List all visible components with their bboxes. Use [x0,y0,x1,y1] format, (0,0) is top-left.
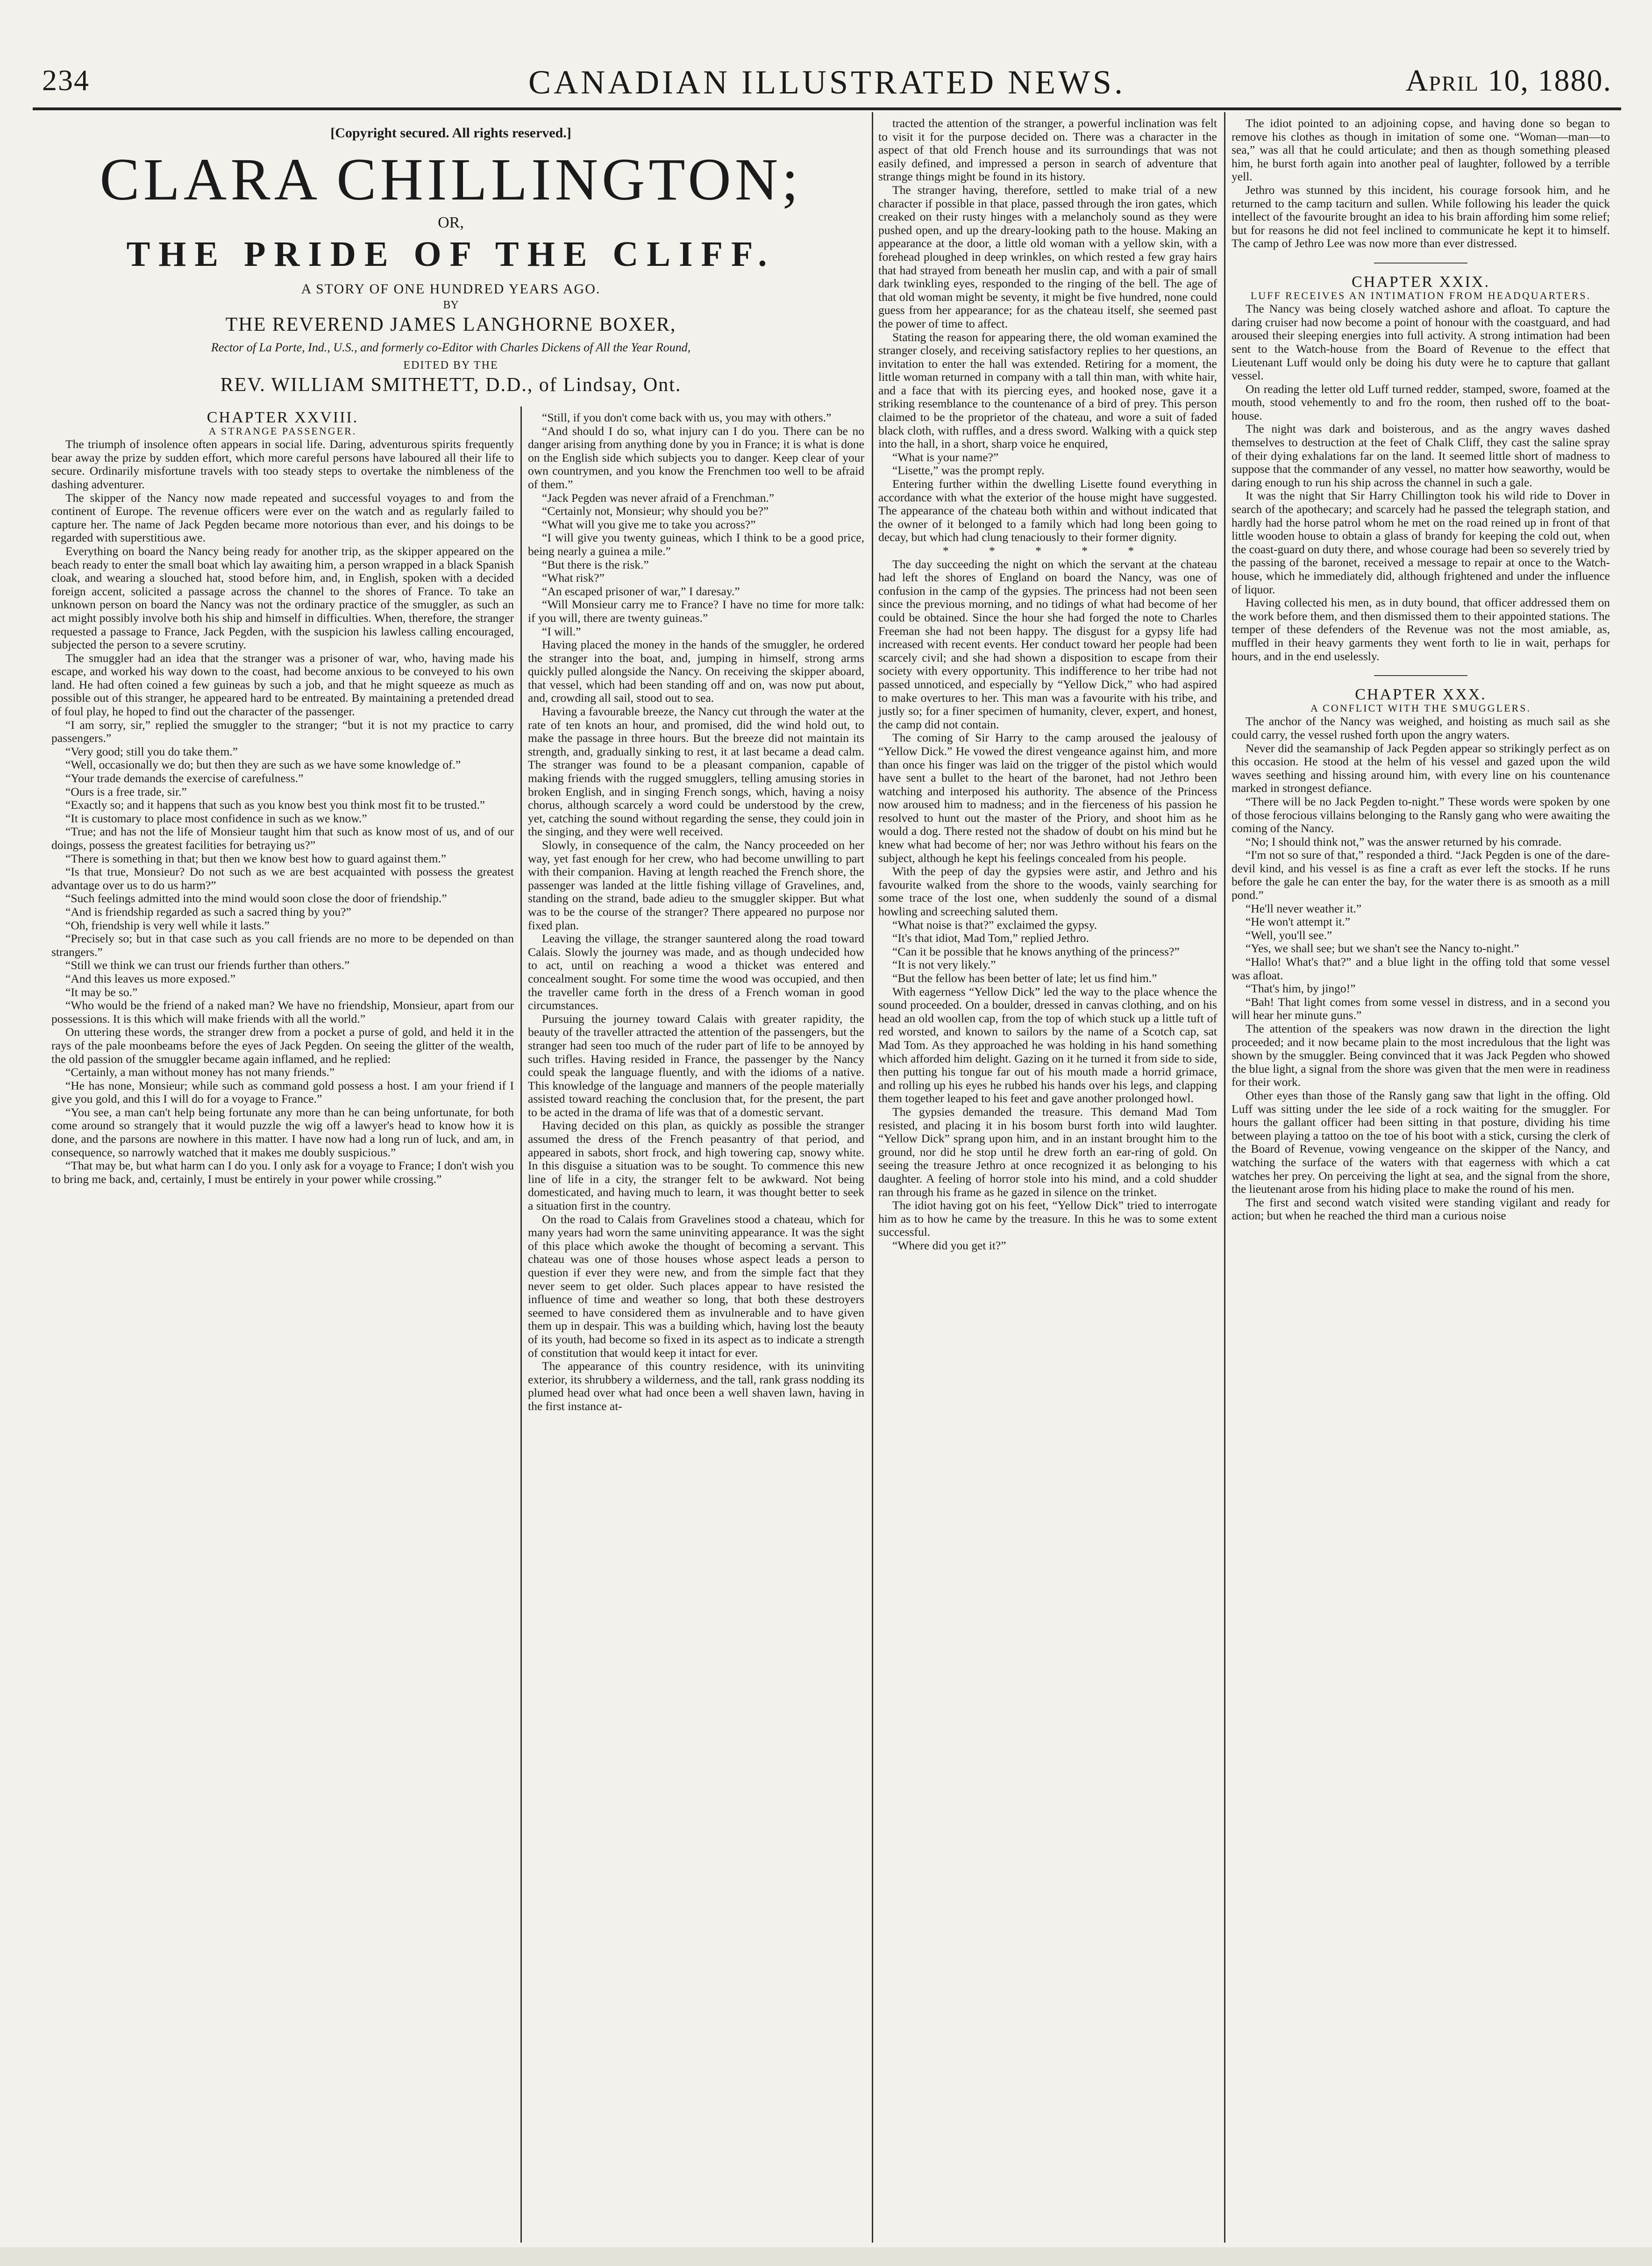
article-paragraph: “What will you give me to take you across?” [542,517,756,531]
masthead [42,58,1612,103]
article-paragraph: “I will.” [542,624,581,638]
article-paragraph: “Will Monsieur carry me to France? I have no time for more talk: if you will, there are twenty guineas.” [528,598,864,625]
article-paragraph: “It's that idiot, Mad Tom,” replied Jethro. [892,931,1089,945]
article-paragraph: “Certainly, a man without money has not many friends.” [65,1065,335,1079]
article-paragraph: “Hallo! What's that?” and a blue light in the offing told that some vessel was afloat. [1232,955,1610,982]
author-name: THE REVEREND JAMES LANGHORNE BOXER, [225,314,676,335]
article-paragraph: Pursuing the journey toward Calais with greater rapidity, the beauty of the traveller attracted the attention of the passengers, but the stranger had seen too much of the ruder part of life to be annoyed by such trifles. Having resided in France, the passenger by the Nancy could speak the language fluently, and with the idioms of a native. This knowledge of the language and manners of the people materially assisted toward reaching the conclusion that, for the present, the part to be acted in the drama of life was that of a domestic servant. [528,1012,864,1119]
article-paragraph: “He won't attempt it.” [1246,915,1351,929]
article-paragraph: “Bah! That light comes from some vessel in distress, and in a second you will hear her minute guns.” [1232,995,1610,1022]
article-paragraph: Everything on board the Nancy being ready for another trip, as the skipper appeared on the beach ready to enter the small boat which lay awaiting him, a person wrapped in a black Spanish cloak, and wearing a slouched hat, stood before him, and, in English, spoken with a decided foreign accent, solicited a passage across the channel to the shores of France. To take an unknown person on board the Nancy was not the ordinary practice of the smuggler, as such an act might possibly involve both his ship and himself in difficulties. When, therefore, the stranger requested a passage to France, Jack Pegden, with the suspicion his lawless calling encouraged, subjected the person to a severe scrutiny. [51,544,514,652]
article-paragraph: “Still we think we can trust our friends further than others.” [65,958,350,972]
article-paragraph: “I will give you twenty guineas, which I think to be a good price, being nearly a guinea a mile.” [528,531,864,558]
article-paragraph: “Can it be possible that he knows anything of the princess?” [892,944,1180,958]
article-paragraph: The stranger having, therefore, settled to make trial of a new character if possible in that place, passed through the iron gates, which creaked on their rusty hinges with a melancholy sound as they were pushed open, and up the dreary-looking path to the house. Making an appearance at the door, a little old woman with a yellow skin, with a forehead ploughed in deep wrinkles, on which rested a few gray hairs that had strayed from beneath her muslin cap, and with a pair of small dark twinkling eyes, responded to the ringing of the bell. The age of that old woman might be seventy, it might be five hundred, none could guess from her appearance; for as the chateau itself, she seemed past the power of time to affect. [878,183,1217,330]
column-2 [528,411,864,1413]
article-paragraph: “There is something in that; but then we know best how to guard against them.” [65,851,447,865]
chapter-subheading: A STRANGE PASSENGER. [208,425,357,437]
article-paragraph: “Oh, friendship is very well while it lasts.” [65,918,270,932]
article-paragraph: The Nancy was being closely watched ashore and afloat. To capture the daring cruiser had now become a point of honour with the coastguard, and had aroused their sleeping energies into full activity. A strong intimation had been sent to the Watch-house from the Board of Revenue to the effect that Lieutenant Luff would only be doing his duty were he to capture that gallant vessel. [1232,302,1610,383]
article-paragraph: “He has none, Monsieur; while such as command gold possess a host. I am your friend if I give you gold, and this I will do for a voyage to France.” [51,1078,514,1106]
article-paragraph: The day succeeding the night on which the servant at the chateau had left the shores of England on board the Nancy, was one of confusion in the camp of the gypsies. The princess had not been seen since the previous morning, and no tidings of what had become of her could be obtained. Since the hour she had forged the note to Charles Freeman she had not been happy. The disgust for a gypsy life had increased with recent events. Her conduct toward her people had been scarcely civil; and she had shown a disposition to escape from their society with every opportunity. This indifference to her tribe had not passed unnoticed, and especially by “Yellow Dick,” who had aspired to make overtures to her. This man was a favourite with his tribe, and justly so; for a finer specimen of humanity, clever, expert, and honest, the camp did not contain. [878,557,1217,731]
article-paragraph: “Is that true, Monsieur? Do not such as we are best acquainted with possess the greatest advantage over us to do us harm?” [51,865,514,892]
article-paragraph: “Such feelings admitted into the mind would soon close the door of friendship.” [65,891,447,905]
article-paragraph: The idiot pointed to an adjoining copse, and having done so began to remove his clothes as though in imitation of some one. “Woman—man—to sea,” was all that he could articulate; and then as though something pleased him, he burst forth again into another peal of laughter, followed by a terrible yell. [1232,116,1610,184]
article-paragraph: “But the fellow has been better of late; let us find him.” [892,971,1157,985]
article-paragraph: The smuggler had an idea that the stranger was a prisoner of war, who, having made his escape, and worked his way down to the coast, had become anxious to be conveyed to his own land. He had often coined a few guineas by such a job, and that he might squeeze as much as possible out of this stranger, he appeared hard to be entreated. By maintaining a pretended dread of foul play, he hoped to find out the character of the passenger. [51,651,514,719]
article-paragraph: With the peep of day the gypsies were astir, and Jethro and his favourite walked from the shore to the woods, vainly searching for some trace of the lost one, when suddenly the sound of a dismal howling and screeching saluted them. [878,864,1217,919]
article-paragraph: The gypsies demanded the treasure. This demand Mad Tom resisted, and placing it in his bosom burst forth into wild laughter. “Yellow Dick” sprang upon him, and in an instant brought him to the ground, nor did he stop until he drew forth an ear-ring of gold. On seeing the treasure Jethro at once recognized it as belonging to his daughter. A feeling of horror stole into his mind, and a cold shudder ran through his frame as he gazed in silence on the trinket. [878,1104,1217,1199]
article-paragraph: “Lisette,” was the prompt reply. [892,463,1045,477]
editor-name: REV. WILLIAM SMITHETT, D.D., of Lindsay, Ont. [220,374,682,396]
article-paragraph: On uttering these words, the stranger drew from a pocket a purse of gold, and held it in the rays of the pale moonbeams before the eyes of Jack Pegden. On seeing the glitter of the wealth, the old passion of the smuggler became again inflamed, and he replied: [51,1025,514,1066]
article-paragraph: The attention of the speakers was now drawn in the direction the light proceeded; and it now became plain to the most incredulous that the light was shown by the smuggler. Being convinced that it was Jack Pegden who showed the blue light, a signal from the shore was given that the men were in readiness for their work. [1232,1022,1610,1089]
article-paragraph: “Exactly so; and it happens that such as you know best you think most fit to be trusted.” [65,798,485,812]
article-paragraph: “Who would be the friend of a naked man? We have no friendship, Monsieur, apart from our possessions. It is this which will make friends with all the world.” [51,998,514,1026]
article-paragraph: With eagerness “Yellow Dick” led the way to the place whence the sound proceeded. On a boulder, dressed in canvas clothing, and on his head an old woollen cap, from the top of which stuck up a little tuft of red worsted, and known to sailors by the name of a Scotch cap, sat Mad Tom. As they approached he was holding in his hand something which afforded him delight. Gazing on it he turned it from side to side, then putting his tongue far out of his mouth made a horrid grimace, and rolling up his eyes he rubbed his hands over his legs, and clapping them together leaped to his feet and gave another prolonged howl. [878,984,1217,1105]
article-paragraph: Other eyes than those of the Ransly gang saw that light in the offing. Old Luff was sitting under the lee side of a rock waiting for the smuggler. For hours the gallant officer had been sitting in that posture, dividing his time between playing a tattoo on the toe of his boot with a stick, cursing the clerk of the Board of Revenue, vowing vengeance on the skipper of the Nancy, and watching the surface of the waters with that eagerness with which a cat watches her prey. On perceiving the light at sea, and the signal from the shore, the lieutenant arose from his hiding place to make the round of his men. [1232,1088,1610,1196]
column-4-text-middle [1232,302,1610,663]
article-paragraph: The appearance of this country residence, with its uninviting exterior, its shrubbery a wilderness, and the tall, rank grass nodding its plumed head over what had once been a well shaven lawn, having in the first instance at- [528,1359,864,1413]
article-paragraph: The coming of Sir Harry to the camp aroused the jealousy of “Yellow Dick.” He vowed the direst vengeance against him, and more than once his finger was laid on the trigger of the pistol which would have sent a bullet to the heart of the baronet, had not Jethro been watching and interposed his authority. The absence of the Princess now aroused him to madness; and in the fierceness of his passion he resolved to hunt out the master of the Priory, and shoot him as he would a dog. There rested not the shadow of doubt on his mind but he knew what had become of her; nor was Jethro without his fears on the subject, although he kept his feelings concealed from his people. [878,731,1217,865]
article-paragraph: “Ours is a free trade, sir.” [65,784,187,798]
story-subtitle: THE PRIDE OF THE CLIFF. [126,235,776,274]
article-paragraph: “An escaped prisoner of war,” I daresay.” [542,584,740,598]
article-paragraph: “But there is the risk.” [542,557,649,571]
article-paragraph: The first and second watch visited were standing vigilant and ready for action; but when he reached the third man a curious noise [1232,1195,1610,1223]
article-paragraph: On the road to Calais from Gravelines stood a chateau, which for many years had worn the same uninviting appearance. It was the sight of this place which awoke the thought of becoming a servant. This chateau was one of those houses whose aspect leads a person to question if ever they were new, and from the simple fact that they never seem to get older. Such places appear to have resisted the influence of time and weather so long, that both these destroyers seemed to have considered them as invulnerable and to have given them up in despair. This was a building which, having lost the beauty of its youth, had become so fixed in its aspect as to indicate a strength of constitution that would keep it intact for ever. [528,1212,864,1360]
article-paragraph: tracted the attention of the stranger, a powerful inclination was felt to visit it for the purpose decided on. There was a character in the aspect of that old French house and its surroundings that was not easily defined, and impressed a person in search of adventure that strange things might be found in its history. [878,116,1217,184]
column-rule [1224,112,1225,2243]
article-paragraph: “He'll never weather it.” [1246,901,1362,915]
column-rule [520,406,522,2243]
column-2-text [528,411,864,1413]
article-paragraph: “And is friendship regarded as such a sacred thing by you?” [65,905,351,919]
publication-name: CANADIAN ILLUSTRATED NEWS. [528,64,1125,101]
section-break: * * * * * [942,544,1153,557]
article-paragraph: “Jack Pegden was never afraid of a Frenchman.” [542,491,775,505]
article-paragraph: Having placed the money in the hands of the smuggler, he ordered the stranger into the boat, and, jumping in himself, strong arms quickly pulled alongside the Nancy. On receiving the skipper aboard, that vessel, which had been standing off and on, was now put about, and, crowding all sail, stood out to sea. [528,638,864,705]
article-paragraph: “Still, if you don't come back with us, you may with others.” [542,411,832,424]
article-paragraph: “It is customary to place most confidence in such as we know.” [65,811,367,825]
article-paragraph: The idiot having got on his feet, “Yellow Dick” tried to interrogate him as to how he came by the treasure. In this he was to some extent successful. [878,1198,1217,1239]
article-paragraph: Stating the reason for appearing there, the old woman examined the stranger closely, and receiving satisfactory replies to her questions, an invitation to enter the hall was extended. Retiring for a moment, the little woman returned in company with a tall thin man, with white hair, and a face that with its piercing eyes, and hooked nose, gave it a striking resemblance to the countenance of a bird of prey. This person claimed to be the proprietor of the chateau, and wore a suit of faded black cloth, with ruffles, and a dress sword. Walking with a quick step into the hall, in a short, sharp voice he enquired, [878,330,1217,451]
article-paragraph: “Well, you'll see.” [1246,928,1332,942]
column-3-text [878,117,1217,1252]
article-paragraph: “What risk?” [542,571,605,585]
column-1 [51,411,514,1186]
article-paragraph: “True; and has not the life of Monsieur taught him that such as know most of us, and of our doings, possess the greatest facilities for betraying us?” [51,825,514,852]
chapter-heading: CHAPTER XXIX. [1352,273,1490,291]
article-paragraph: “That's him, by jingo!” [1246,982,1356,996]
chapter-subheading: LUFF RECEIVES AN INTIMATION FROM HEADQUARTERS. [1250,289,1591,301]
section-rule [1374,263,1467,264]
article-paragraph: “Your trade demands the exercise of carefulness.” [65,771,304,785]
page-number: 234 [42,64,90,97]
story-title-block [37,125,864,396]
article-paragraph: “It may be so.” [65,985,138,999]
article-paragraph: “Well, occasionally we do; but then they are such as we have some knowledge of.” [65,758,461,772]
article-paragraph: “You see, a man can't help being fortunate any more than he can being unfortunate, for both come around so strangely that it would puzzle the wig off a lawyer's head to know how it is done, and the parsons are nowhere in this matter. I have now had a long run of luck, and am, in consequence, so narrowly watched that it makes me doubly suspicious.” [51,1105,514,1159]
edited-by: EDITED BY THE [403,359,498,371]
article-paragraph: Having decided on this plan, as quickly as possible the stranger assumed the dress of the French peasantry of that period, and appeared in sabots, short frock, and high towering cap, snowy white. In this disguise a situation was to be sought. To commence this new line of life in a city, the stranger felt to be awkward. Not being domesticated, and having much to learn, it was thought better to seek a situation first in the country. [528,1119,864,1213]
page-edge [0,2247,1652,2266]
article-paragraph: Jethro was stunned by this incident, his courage forsook him, and he returned to the camp taciturn and sullen. While following his leader the quick intellect of the favourite brought an idea to his brain affording him some relief; but for reasons he did not feel inclined to communicate he kept it to himself. The camp of Jethro Lee was now more than ever distressed. [1232,183,1610,250]
article-paragraph: “It is not very likely.” [892,958,996,972]
column-4-text-top [1232,117,1610,250]
article-paragraph: The skipper of the Nancy now made repeated and successful voyages to and from the continent of Europe. The revenue officers were ever on the watch and as regularly failed to capture her. The name of Jack Pegden became more notorious than ever, and his doings to be regarded with superstitious awe. [51,491,514,545]
story-description: A STORY OF ONE HUNDRED YEARS AGO. [301,281,601,297]
column-1-text [51,438,514,1186]
article-paragraph: The anchor of the Nancy was weighed, and hoisting as much sail as she could carry, the vessel rushed forth upon the angry waters. [1232,714,1610,741]
article-paragraph: “Yes, we shall see; but we shan't see the Nancy to-night.” [1246,941,1519,955]
title-conjunction: OR, [438,214,464,231]
column-4 [1232,117,1610,1223]
author-note: Rector of La Porte, Ind., U.S., and formerly co-Editor with Charles Dickens of All the Year Round, [211,341,691,354]
masthead-rule [33,107,1621,110]
issue-date: April 10, 1880. [1405,64,1612,98]
chapter-subheading: A CONFLICT WITH THE SMUGGLERS. [1310,702,1531,714]
chapter-heading: CHAPTER XXVIII. [206,409,359,426]
section-rule [1374,675,1467,676]
article-paragraph: The night was dark and boisterous, and as the angry waves dashed themselves to destruction at the feet of Chalk Cliff, they cast the saline spray of their dying exhalations far on the land. It seemed little short of madness to suppose that the commander of any vessel, no matter how seaworthy, would be daring enough to run his ship across the channel in such a gale. [1232,422,1610,489]
article-paragraph: “I am sorry, sir,” replied the smuggler to the stranger; “but it is not my practice to carry passengers.” [51,718,514,745]
article-paragraph: On reading the letter old Luff turned redder, stamped, swore, foamed at the mouth, stood vehemently to and fro the room, then rushed off to the boat-house. [1232,382,1610,422]
article-paragraph: “What noise is that?” exclaimed the gypsy. [892,918,1097,932]
article-paragraph: Having a favourable breeze, the Nancy cut through the water at the rate of ten knots an hour, and promised, did the wind hold out, to make the passage in three hours. But the breeze did not maintain its strength, and, gradually sinking to rest, it at last became a dead calm. The stranger was found to be a pleasant companion, capable of making friends with the rugged smugglers, telling amusing stories in broken English, and in singing French songs, which, having a noisy chorus, although scarcely a word could be understood by the crew, yet, catching the sound without regarding the sense, they could join in the singing, and they were well received. [528,705,864,839]
article-paragraph: “No; I should think not,” was the answer returned by his comrade. [1246,834,1562,848]
article-paragraph: “Very good; still you do take them.” [65,744,238,758]
article-paragraph: The triumph of insolence often appears in social life. Daring, adventurous spirits frequently bear away the prize by sudden effort, which more careful persons have laboured all their life to secure. Ordinarily misfortune travels with too steady steps to overtake the nimbleness of the dashing adventurer. [51,437,514,491]
article-paragraph: “Precisely so; but in that case such as you call friends are no more to be depended on than strangers.” [51,932,514,959]
article-paragraph: “And should I do so, what injury can I do you. There can be no danger arising from anything done by you in France; it is what is done on the English side which subjects you to danger. Keep clear of your own countrymen, and you know the Frenchmen too well to be afraid of them.” [528,424,864,491]
column-4-text-bottom [1232,715,1610,1223]
chapter-heading: CHAPTER XXX. [1355,686,1487,704]
article-paragraph: Leaving the village, the stranger sauntered along the road toward Calais. Slowly the journey was made, and as though undecided how to act, until on reaching a wood a thicket was entered and concealment sought. For some time the wood was occupied, and then the traveller came forth in the dress of a French woman in good circumstances. [528,932,864,1012]
byline-by: BY [443,299,459,311]
article-paragraph: Slowly, in consequence of the calm, the Nancy proceeded on her way, yet fast enough for her crew, who had become unwilling to part with their companion. Having at length reached the French shore, the passenger was landed at the little fishing village of Gravelines, and, standing on the strand, bade adieu to the smuggler skipper. But what was to be the course of the stranger? There appeared no purpose nor fixed plan. [528,838,864,932]
article-paragraph: “And this leaves us more exposed.” [65,971,235,985]
article-paragraph: “What is your name?” [892,450,999,464]
article-paragraph: “That may be, but what harm can I do you. I only ask for a voyage to France; I don't wish you to bring me back, and, certainly, I must be entirely in your power while crossing.” [51,1159,514,1186]
story-title: CLARA CHILLINGTON; [100,146,802,213]
article-paragraph: It was the night that Sir Harry Chillington took his wild ride to Dover in search of the apothecary; and scarcely had he passed the telegraph station, and hardly had the horse patrol whom he met on the road reined up in front of that little wooden house to obtain a glass of brandy for keeping the cold out, when the coast-guard on duty there, and whose courage had been so severely tried by the passing of the baronet, received a message to repair at once to the Watch-house, which he immediately did, although frightened and under the influence of liquor. [1232,489,1610,596]
article-paragraph: Having collected his men, as in duty bound, that officer addressed them on the work before them, and then dismissed them to their appointed stations. The temper of these defenders of the Revenue was not the most amiable, as, muffled in their heavy garments they went forth to lie in wait, perhaps for hours, and in the end uselessly. [1232,596,1610,663]
article-paragraph: “I'm not so sure of that,” responded a third. “Jack Pegden is one of the dare-devil kind, and his vessel is as fine a craft as ever left the stocks. If he runs before the gale he can enter the bay, for the water there is as smooth as a mill pond.” [1232,848,1610,902]
article-paragraph: Never did the seamanship of Jack Pegden appear so strikingly perfect as on this occasion. He stood at the helm of his vessel and gazed upon the wild waves seething and hissing around him, with every line on his countenance marked in strongest defiance. [1232,741,1610,795]
column-3 [878,117,1217,1252]
article-paragraph: “Where did you get it?” [892,1238,1006,1252]
copyright-notice: [Copyright secured. All rights reserved.] [330,125,571,141]
article-paragraph: “There will be no Jack Pegden to-night.” These words were spoken by one of those ferocious villains belonging to the Ransly gang who were awaiting the coming of the Nancy. [1232,794,1610,835]
column-rule [872,112,873,2243]
article-paragraph: Entering further within the dwelling Lisette found everything in accordance with what the exterior of the house might have suggested. The appearance of the chateau both within and without indicated that the owner of it belonged to a family which had long been going to decay, but which had clung tenaciously to their former dignity. [878,477,1217,544]
article-paragraph: “Certainly not, Monsieur; why should you be?” [542,504,769,518]
